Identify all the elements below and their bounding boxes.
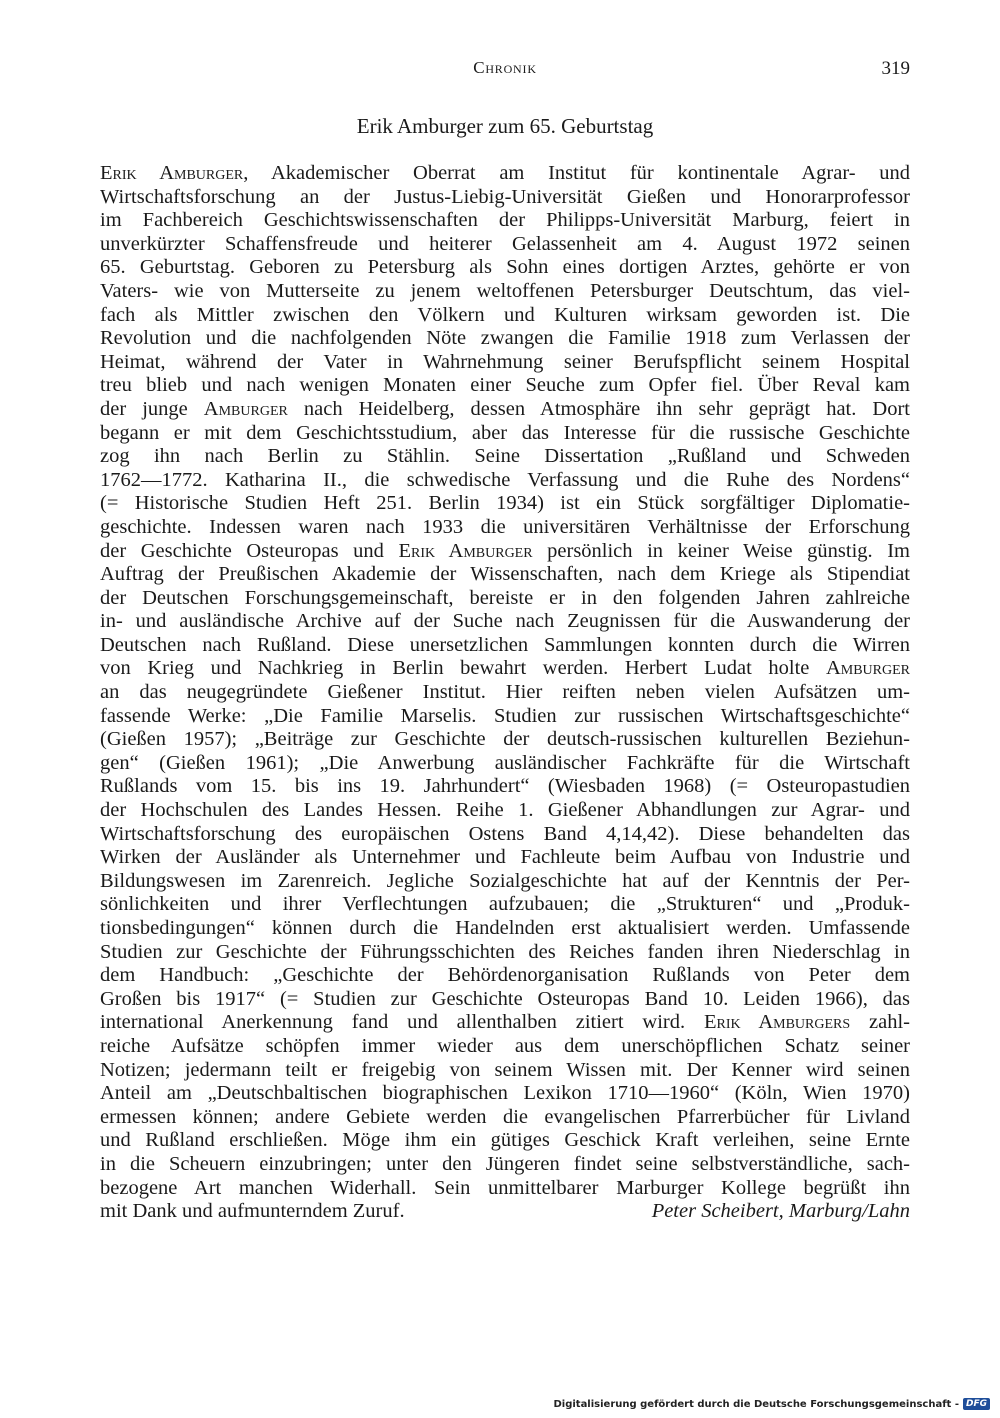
text-line: [100, 870, 910, 894]
text-run: international Anerkennung fand und allenthalben zitiert wird.: [100, 1011, 704, 1034]
text-run: (= Historische Studien Heft 251. Berlin 1934) ist ein Stück sorgfältiger Diplomatie-: [100, 492, 910, 515]
text-run: bezogene Art manchen Widerhall. Sein unmittelbarer Marburger Kollege begrüßt ihn: [100, 1176, 910, 1199]
text-line: [100, 256, 910, 280]
name-smallcaps: Erik Amburger: [100, 162, 244, 184]
text-line: [100, 516, 910, 540]
text-run: nach Heidelberg, dessen Atmosphäre ihn sehr geprägt hat. Dort: [287, 397, 910, 420]
closing-line: [100, 1200, 910, 1224]
text-run: persönlich in keiner Weise günstig. Im: [532, 539, 910, 562]
text-run: Anteil am „Deutschbaltischen biographischen Lexikon 1710—1960“ (Köln, Wien 1970): [100, 1082, 910, 1105]
text-line: [100, 941, 910, 965]
text-run: Wirken der Ausländer als Unternehmer und Fachleute beim Aufbau von Industrie und: [100, 846, 910, 869]
text-line: [100, 469, 910, 493]
text-run: fassende Werke: „Die Familie Marselis. Studien zur russischen Wirtschaftsgeschichte“: [100, 704, 910, 727]
text-run: Vaters- wie von Mutterseite zu jenem weltoffenen Petersburger Deutschtum, das viel-: [100, 279, 910, 302]
text-line: [100, 893, 910, 917]
digitization-note: [553, 1398, 990, 1410]
text-run: dem Handbuch: „Geschichte der Behördenorganisation Rußlands von Peter dem: [100, 964, 910, 987]
text-line: [100, 1082, 910, 1106]
article-body: [100, 162, 910, 1224]
text-run: reiche Aufsätze schöpfen immer wieder aus dem unerschöpflichen Schatz seiner: [100, 1034, 910, 1057]
text-line: [100, 280, 910, 304]
text-line: [100, 162, 910, 186]
text-run: Großen bis 1917“ (= Studien zur Geschichte Osteuropas Band 10. Leiden 1966), das: [100, 987, 910, 1010]
text-run: im Fachbereich Geschichtswissenschaften der Philipps-Universität Marburg, feiert in: [100, 209, 910, 232]
running-head: [100, 58, 910, 86]
text-run: 65. Geburtstag. Geboren zu Petersburg als Sohn eines dortigen Arztes, gehörte er von: [100, 256, 910, 279]
text-run: fach als Mittler zwischen den Völkern und Kulturen wirksam geworden ist. Die: [100, 303, 910, 326]
text-line: [100, 374, 910, 398]
text-line: [100, 563, 910, 587]
text-line: [100, 964, 910, 988]
text-line: [100, 304, 910, 328]
text-line: [100, 540, 910, 564]
text-run: und Rußland erschließen. Möge ihm ein gütiges Geschick Kraft verleihen, seine Ernte: [100, 1129, 910, 1152]
text-run: tionsbedingungen“ können durch die Handelnden erst aktualisiert werden. Umfassende: [100, 917, 910, 939]
text-line: [100, 988, 910, 1012]
text-line: [100, 681, 910, 705]
text-line: [100, 1011, 910, 1035]
text-run: in die Scheuern einzubringen; unter den Jüngeren findet seine selbstverständliche, sach-: [100, 1152, 910, 1175]
text-run: sönlichkeiten und ihrer Verflechtungen aufzubauen; die „Strukturen“ und „Produk-: [100, 893, 910, 916]
text-run: Auftrag der Preußischen Akademie der Wissenschaften, nach dem Kriege als Stipendiat: [100, 563, 910, 586]
text-line: [100, 209, 910, 233]
text-run: zahl-: [850, 1011, 910, 1034]
text-line: [100, 1059, 910, 1083]
text-run: zog ihn nach Berlin zu Stählin. Seine Dissertation „Rußland und Schweden: [100, 445, 910, 468]
text-line: [100, 917, 910, 941]
text-run: an das neugegründete Gießener Institut. Hier reiften neben vielen Aufsätzen um-: [100, 681, 910, 704]
text-run: begann er mit dem Geschichtsstudium, aber das Interesse für die russische Geschichte: [100, 421, 910, 444]
name-smallcaps: Erik Amburgers: [703, 1011, 851, 1034]
name-smallcaps: Amburger: [825, 657, 910, 680]
text-line: [100, 398, 910, 422]
text-line: [100, 351, 910, 375]
text-run: Notizen; jedermann teilt er freigebig von seinem Wissen mit. Der Kenner wird seinen: [100, 1058, 910, 1081]
text-run: der junge: [100, 397, 204, 420]
text-line: [100, 445, 910, 469]
name-smallcaps: Amburger: [203, 397, 288, 420]
text-run: der Geschichte Osteuropas und: [100, 539, 399, 562]
page-number: 319: [881, 58, 910, 79]
text-line: [100, 799, 910, 823]
name-smallcaps: Erik Amburger: [398, 539, 533, 562]
text-run: von Krieg und Nachkrieg in Berlin bewahrt werden. Herbert Ludat holte: [100, 657, 826, 680]
signature: Peter Scheibert, Marburg/Lahn: [651, 1200, 910, 1223]
text-run: geschichte. Indessen waren nach 1933 die universitären Verhältnisse der Erforschung: [100, 515, 910, 538]
text-line: [100, 775, 910, 799]
text-run: der Hochschulen des Landes Hessen. Reihe 1. Gießener Abhandlungen zur Agrar- und: [100, 799, 910, 822]
dfg-logo: DFG: [963, 1398, 990, 1410]
text-line: [100, 492, 910, 516]
text-run: treu blieb und nach wenigen Monaten einer Seuche zum Opfer fiel. Über Reval kam: [100, 374, 910, 397]
text-line: [100, 233, 910, 257]
text-line: [100, 823, 910, 847]
closing-text: mit Dank und aufmunterndem Zuruf.: [100, 1200, 405, 1223]
text-line: [100, 752, 910, 776]
text-run: in- und ausländische Archive auf der Suche nach Zeugnissen für die Auswanderung der: [100, 610, 910, 633]
text-run: unverkürzter Schaffensfreude und heiterer Gelassenheit am 4. August 1972 seinen: [100, 232, 910, 255]
text-run: Studien zur Geschichte der Führungsschichten des Reiches fanden ihren Niederschlag in: [100, 940, 910, 963]
text-run: Heimat, während der Vater in Wahrnehmung seiner Berufspflicht seinem Hospital: [100, 350, 910, 373]
text-line: [100, 422, 910, 446]
text-line: [100, 657, 910, 681]
text-run: Wirtschaftsforschung an der Justus-Liebig-Universität Gießen und Honorarprofessor: [100, 185, 910, 208]
text-line: [100, 186, 910, 210]
text-line: [100, 728, 910, 752]
text-line: [100, 1153, 910, 1177]
text-run: Revolution und die nachfolgenden Nöte zwangen die Familie 1918 zum Verlassen der: [100, 327, 910, 350]
text-line: [100, 846, 910, 870]
text-line: [100, 327, 910, 351]
text-line: [100, 610, 910, 634]
running-title: Chronik: [473, 58, 537, 77]
text-run: Bildungswesen im Zarenreich. Jegliche Sozialgeschichte hat auf der Kenntnis der Per-: [100, 869, 910, 892]
digitization-text: Digitalisierung gefördert durch die Deutsche Forschungsgemeinschaft -: [553, 1398, 959, 1410]
text-run: 1762—1772. Katharina II., die schwedische Verfassung und die Ruhe des Nordens“: [100, 468, 910, 491]
text-line: [100, 1035, 910, 1059]
text-line: [100, 634, 910, 658]
text-line: [100, 587, 910, 611]
article-title: Erik Amburger zum 65. Geburtstag: [356, 114, 654, 138]
text-line: [100, 705, 910, 729]
text-run: (Gießen 1957); „Beiträge zur Geschichte der deutsch-russischen kulturellen Beziehun-: [100, 728, 910, 751]
text-run: , Akademischer Oberrat am Institut für kontinentale Agrar- und: [243, 162, 911, 184]
text-run: der Deutschen Forschungsgemeinschaft, bereiste er in den folgenden Jahren zahlreiche: [100, 586, 910, 609]
text-line: [100, 1106, 910, 1130]
text-run: Rußlands vom 15. bis ins 19. Jahrhundert“ (Wiesbaden 1968) (= Osteuropastudien: [100, 775, 910, 798]
text-run: gen“ (Gießen 1961); „Die Anwerbung ausländischer Fachkräfte für die Wirtschaft: [100, 751, 910, 774]
text-run: ermessen können; andere Gebiete werden die evangelischen Pfarrerbücher für Livland: [100, 1105, 910, 1128]
text-run: Deutschen nach Rußland. Diese unersetzlichen Sammlungen konnten durch die Wirren: [100, 633, 910, 656]
text-run: Wirtschaftsforschung des europäischen Ostens Band 4,14,42). Diese behandelten das: [100, 822, 910, 845]
text-line: [100, 1129, 910, 1153]
text-line: [100, 1177, 910, 1201]
